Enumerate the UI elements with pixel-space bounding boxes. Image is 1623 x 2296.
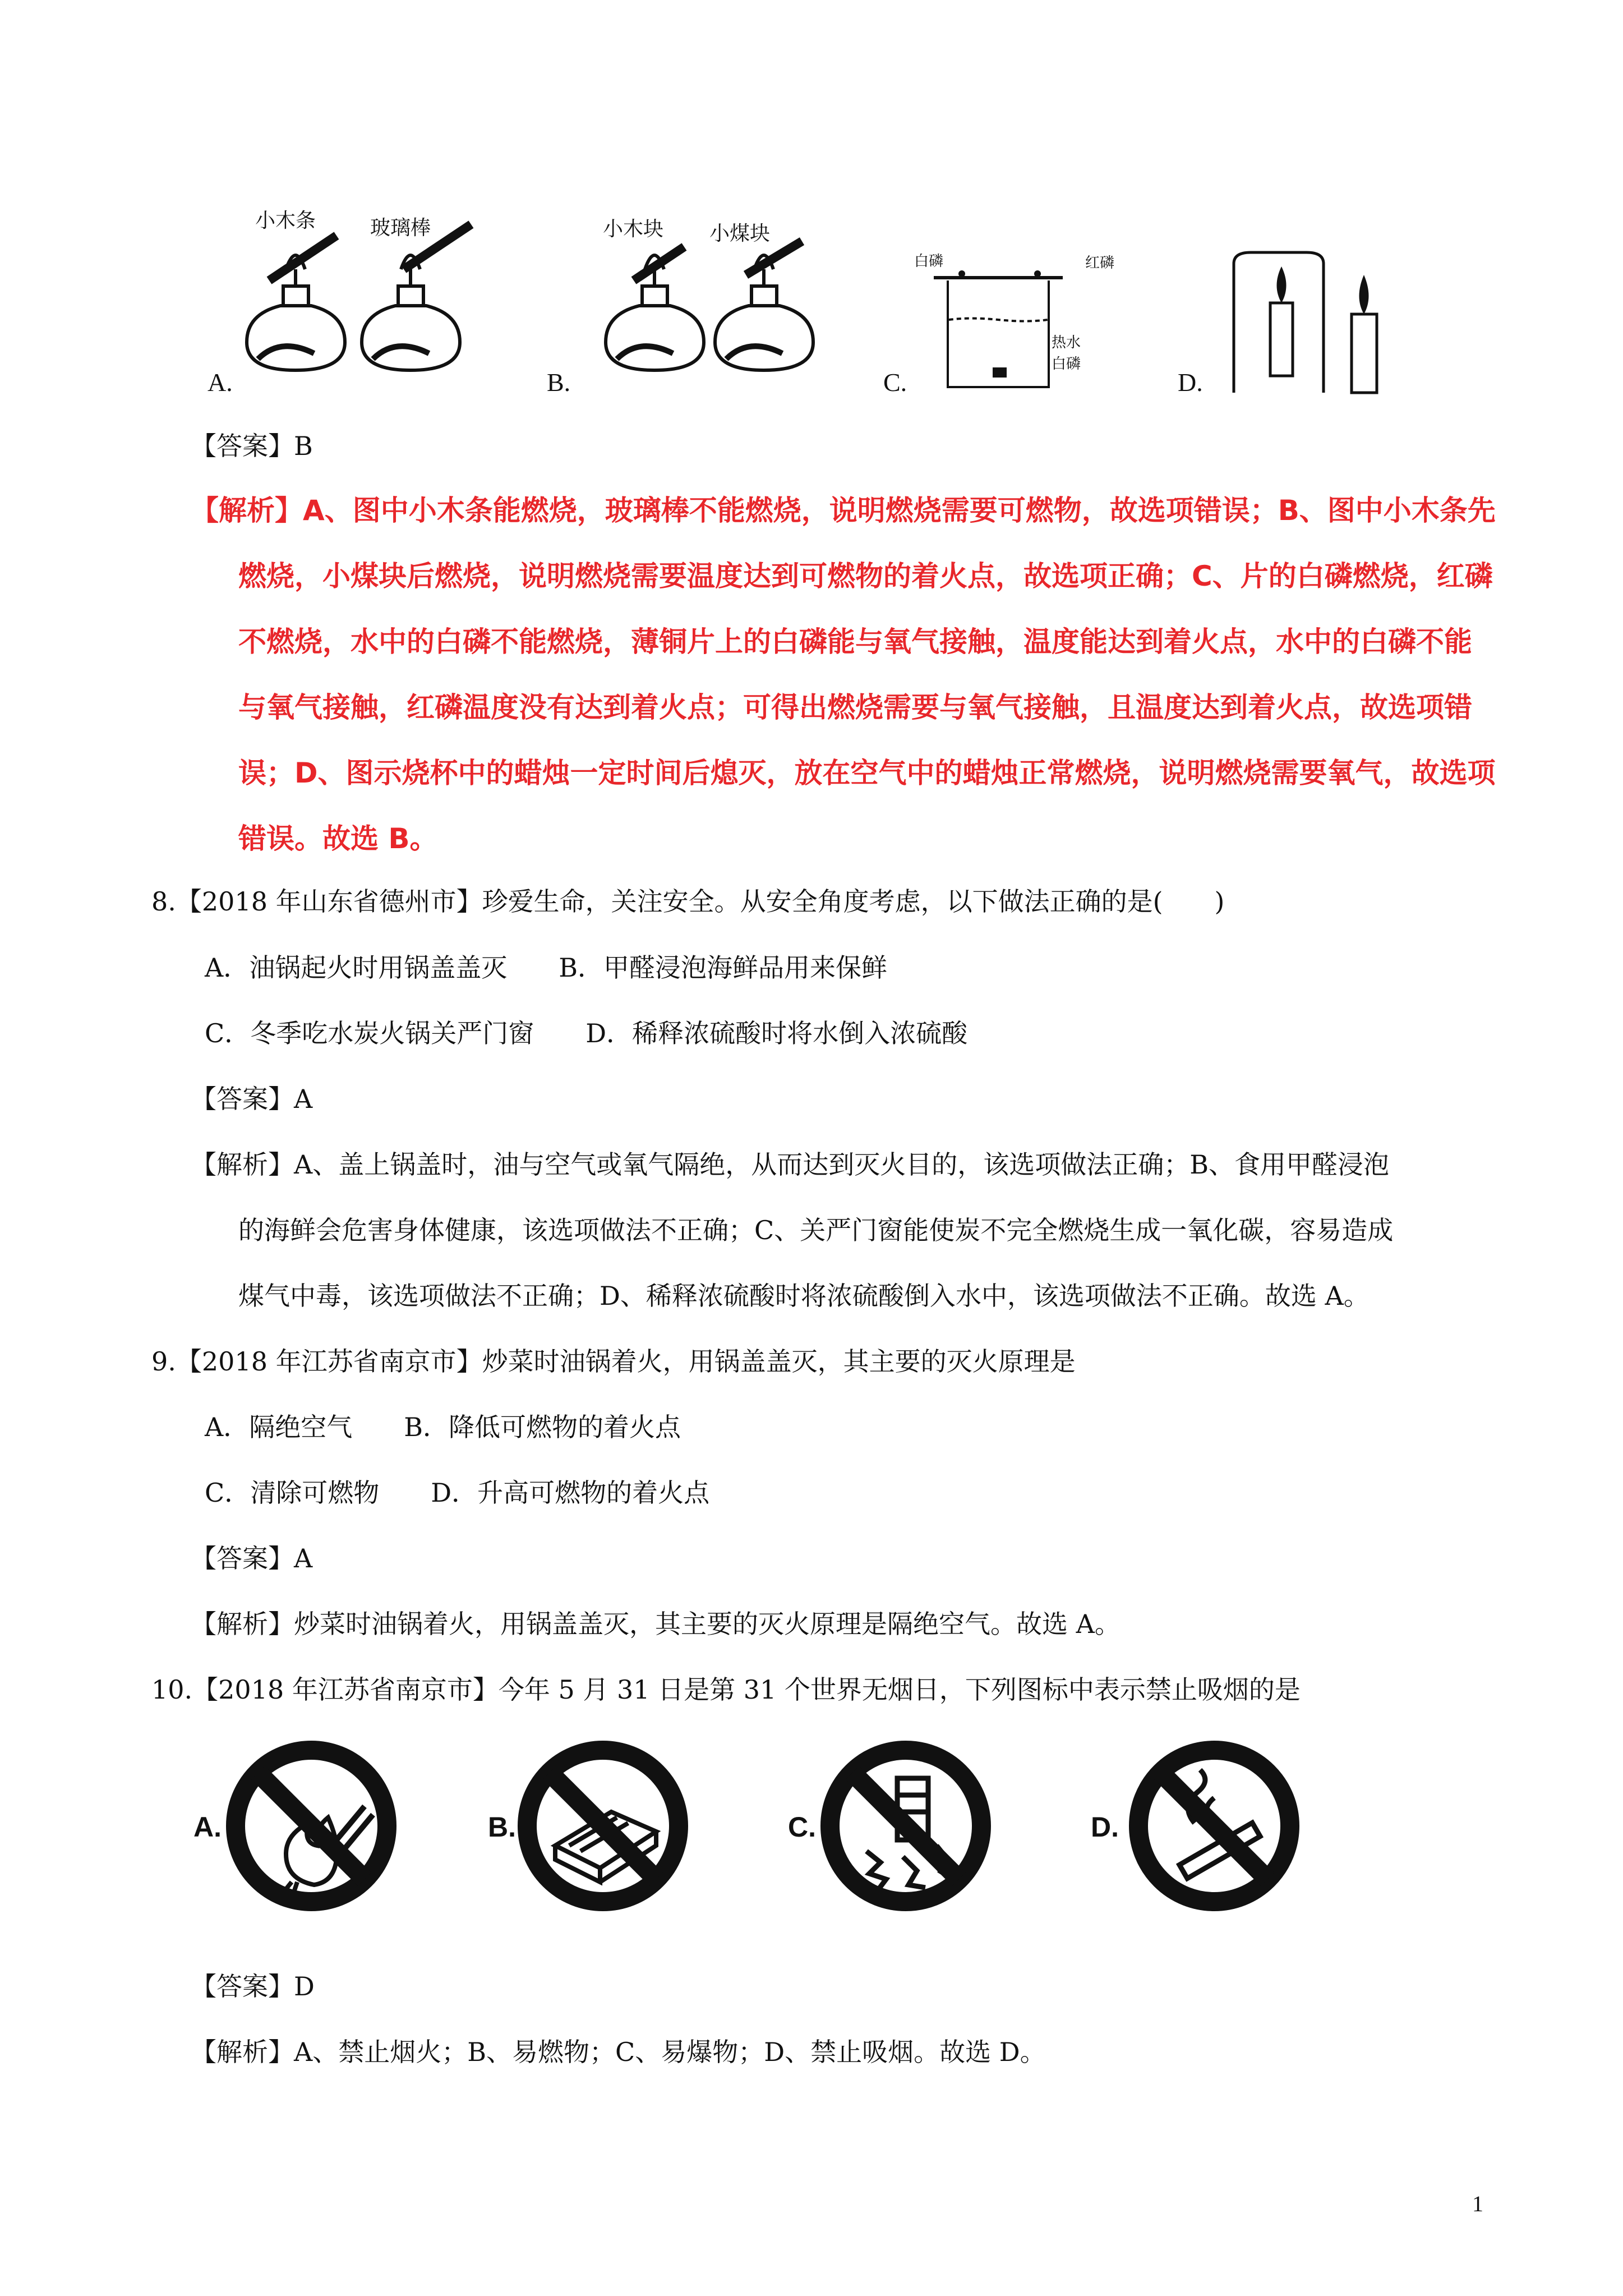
q7-explanation-line: 燃烧，小煤块后燃烧，说明燃烧需要温度达到可燃物的着火点，故选项正确；C、片的白磷燃烧，红磷 <box>238 560 1493 592</box>
q8-explanation-line: 煤气中毒，该选项做法不正确；D、稀释浓硫酸时将浓硫酸倒入水中，该选项做法不正确。故选 A。 <box>238 1281 1370 1311</box>
q7-fig-c-water-label: 热水 <box>1052 334 1081 351</box>
candle-icon <box>1228 241 1396 398</box>
no-fire-sign-icon <box>224 1739 398 1913</box>
q7-explanation-line: 错误。故选 B。 <box>238 822 438 855</box>
q7-figure-d <box>1228 241 1396 398</box>
explosive-sign-icon <box>819 1739 993 1913</box>
beaker-icon <box>920 247 1105 398</box>
q9-explanation: 【解析】炒菜时油锅着火，用锅盖盖灭，其主要的灭火原理是隔绝空气。故选 A。 <box>191 1609 1121 1639</box>
q7-fig-c-red-p-label: 红磷 <box>1085 255 1115 272</box>
q10-sign-c-label: C. <box>788 1811 816 1843</box>
q8-options-row1: A．油锅起火时用锅盖盖灭 B．甲醛浸泡海鲜品用来保鲜 <box>205 953 888 983</box>
q7-option-c: C. <box>883 368 907 397</box>
flammable-sign-icon <box>516 1739 690 1913</box>
q7-option-a: A. <box>208 368 233 397</box>
q10-stem: 10.【2018 年江苏省南京市】今年 5 月 31 日是第 31 个世界无烟日，下列图标中表示禁止吸烟的是 <box>151 1674 1301 1705</box>
q7-fig-b-right-label: 小煤块 <box>709 222 771 245</box>
no-smoking-sign-icon <box>1127 1739 1301 1913</box>
q7-fig-a-right-label: 玻璃棒 <box>370 217 431 240</box>
q8-explanation-line: 的海鲜会危害身体健康，该选项做法不正确；C、关严门窗能使炭不完全燃烧生成一氧化碳，容易造成 <box>238 1215 1394 1245</box>
q7-explanation-line: 不燃烧，水中的白磷不能燃烧，薄铜片上的白磷能与氧气接触，温度能达到着火点，水中的白磷不能 <box>238 625 1472 658</box>
q7-explanation-line: 误；D、图示烧杯中的蜡烛一定时间后熄灭，放在空气中的蜡烛正常燃烧，说明燃烧需要氧气，故选项 <box>238 757 1496 789</box>
q10-sign-d-label: D. <box>1091 1811 1119 1843</box>
q7-fig-a-left-label: 小木条 <box>255 209 316 232</box>
q9-options-row1: A．隔绝空气 B．降低可燃物的着火点 <box>205 1412 681 1442</box>
q7-answer: 【答案】B <box>191 431 313 461</box>
q7-explanation-line: 【解析】A、图中小木条能燃烧，玻璃棒不能燃烧，说明燃烧需要可燃物，故选项错误；B、图中小木条先 <box>191 494 1496 527</box>
q8-options-row2: C．冬季吃水炭火锅关严门窗 D．稀释浓硫酸时将水倒入浓硫酸 <box>205 1018 968 1048</box>
q8-explanation-line: 【解析】A、盖上锅盖时，油与空气或氧气隔绝，从而达到灭火目的，该选项做法正确；B、食用甲醛浸泡 <box>191 1149 1390 1180</box>
q9-stem: 9.【2018 年江苏省南京市】炒菜时油锅着火，用锅盖盖灭，其主要的灭火原理是 <box>151 1346 1076 1377</box>
q10-sign-b-label: B. <box>488 1811 516 1843</box>
page-number: 1 <box>1472 2191 1483 2216</box>
q9-options-row2: C．清除可燃物 D．升高可燃物的着火点 <box>205 1478 710 1508</box>
q8-answer: 【答案】A <box>191 1084 313 1114</box>
q10-answer: 【答案】D <box>191 1971 315 2001</box>
q7-fig-c-bottom-label: 白磷 <box>1052 356 1081 372</box>
q7-fig-c-white-p-label: 白磷 <box>914 253 944 270</box>
q7-option-d: D. <box>1178 368 1203 397</box>
q7-option-b: B. <box>547 368 571 397</box>
q7-figure-c <box>920 247 1105 398</box>
q7-fig-b-left-label: 小木块 <box>603 218 664 241</box>
q10-explanation: 【解析】A、禁止烟火；B、易燃物；C、易爆物；D、禁止吸烟。故选 D。 <box>191 2037 1046 2067</box>
q8-stem: 8.【2018 年山东省德州市】珍爱生命，关注安全。从安全角度考虑，以下做法正确的是( ) <box>151 886 1225 917</box>
q9-answer: 【答案】A <box>191 1543 313 1573</box>
q7-explanation-line: 与氧气接触，红磷温度没有达到着火点；可得出燃烧需要与氧气接触，且温度达到着火点，故选项错 <box>238 691 1472 724</box>
q10-sign-a-label: A. <box>193 1811 222 1843</box>
